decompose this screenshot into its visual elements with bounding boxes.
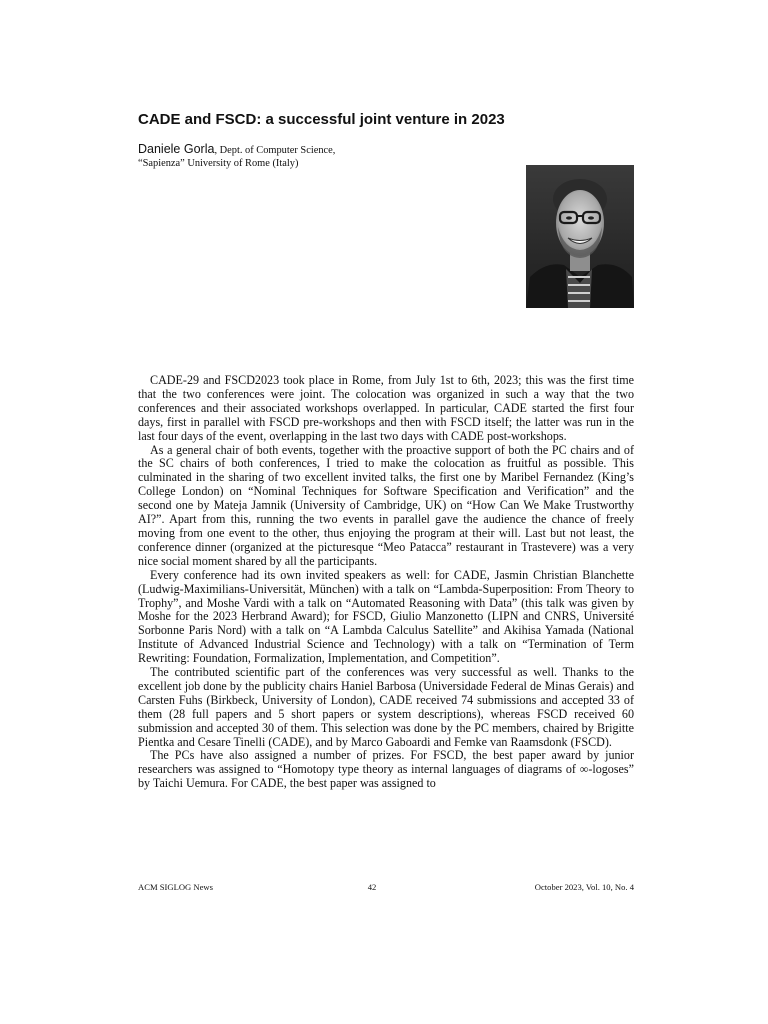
footer-issue: October 2023, Vol. 10, No. 4 — [534, 882, 634, 892]
affiliation-line-2: “Sapienza” University of Rome (Italy) — [138, 158, 299, 169]
affiliation-line-1: , Dept. of Computer Science, — [214, 145, 336, 156]
footer-journal: ACM SIGLOG News — [138, 882, 213, 892]
paragraph-contributed-part: The contributed scientific part of the conferences was very successful as well. Thanks to the excellent job done by the publicity chairs Haniel Barbosa (Universidade Federal de Minas Gerais) and Carsten Fuhs (Birkbeck, University of London), CADE received 74 submissions and accepted 33 of them (28 full papers and 5 short papers or system descriptions), whereas FSCD received 60 submission and accepted 30 of them. This selection was done by the PC members, chaired by Brigitte Pientka and Cesare Tinelli (CADE), and by Marco Gaboardi and Femke van Raamsdonk (FSCD). — [138, 665, 634, 749]
article-body — [138, 374, 634, 791]
article-title: CADE and FSCD: a successful joint venture in 2023 — [138, 111, 505, 128]
paragraph-invited-speakers: Every conference had its own invited speakers as well: for CADE, Jasmin Christian Blanchette (Ludwig-Maximilians-Universität, München) with a talk on “Lambda-Superposition: From Theory to Trophy”, and Moshe Vardi with a talk on “Automated Reasoning with Data” (this talk was given by Moshe for the 2023 Herbrand Award); for FSCD, Giulio Manzonetto (LIPN and CNRS, Université Sorbonne Paris Nord) with a talk on “A Lambda Calculus Satellite” and Akihisa Yamada (National Institute of Advanced Industrial Science and Technology) with a talk on “Termination of Term Rewriting: Foundation, Formalization, Implementation, and Competition”. — [138, 567, 634, 666]
paragraph-general-chair: As a general chair of both events, together with the proactive support of both the PC chairs and of the SC chairs of both conferences, I tried to make the colocation as fruitful as possible. This culminated in the sharing of two excellent invited talks, the first one by Maribel Fernandez (King’s College London) on “Nominal Techniques for Software Specification and Verification” and the second one by Mateja Jamnik (University of Cambridge, UK) on “How Can We Make Trustworthy AI?”. Apart from this, running the two events in parallel gave the audience the chance of freely moving from one event to the other, thus enjoying the program at their will. Last but not least, the conference dinner (organized at the picturesque “Meo Patacca” restaurant in Trastevere) was a very nice social moment shared by all the participants. — [138, 442, 634, 568]
paragraph-prizes: The PCs have also assigned a number of prizes. For FSCD, the best paper award by junior researchers was assigned to “Homotopy type theory as internal languages of diagrams of ∞-logoses” by Taichi Uemura. For CADE, the best paper was assigned to — [138, 748, 634, 791]
footer-page-number: 42 — [367, 882, 377, 892]
author-photo — [526, 165, 634, 308]
author-name: Daniele Gorla — [138, 142, 215, 156]
paragraph-colocation: CADE-29 and FSCD2023 took place in Rome, from July 1st to 6th, 2023; this was the first time that the two conferences were joint. The colocation was organized in such a way that the two conferences and their associated workshops overlapped. In particular, CADE started the first four days, first in parallel with FSCD pre-workshops and then with FSCD itself; the latter was run in the last four days of the event, overlapping in the last two days with CADE post-workshops. — [138, 373, 634, 443]
author-block — [138, 143, 498, 170]
